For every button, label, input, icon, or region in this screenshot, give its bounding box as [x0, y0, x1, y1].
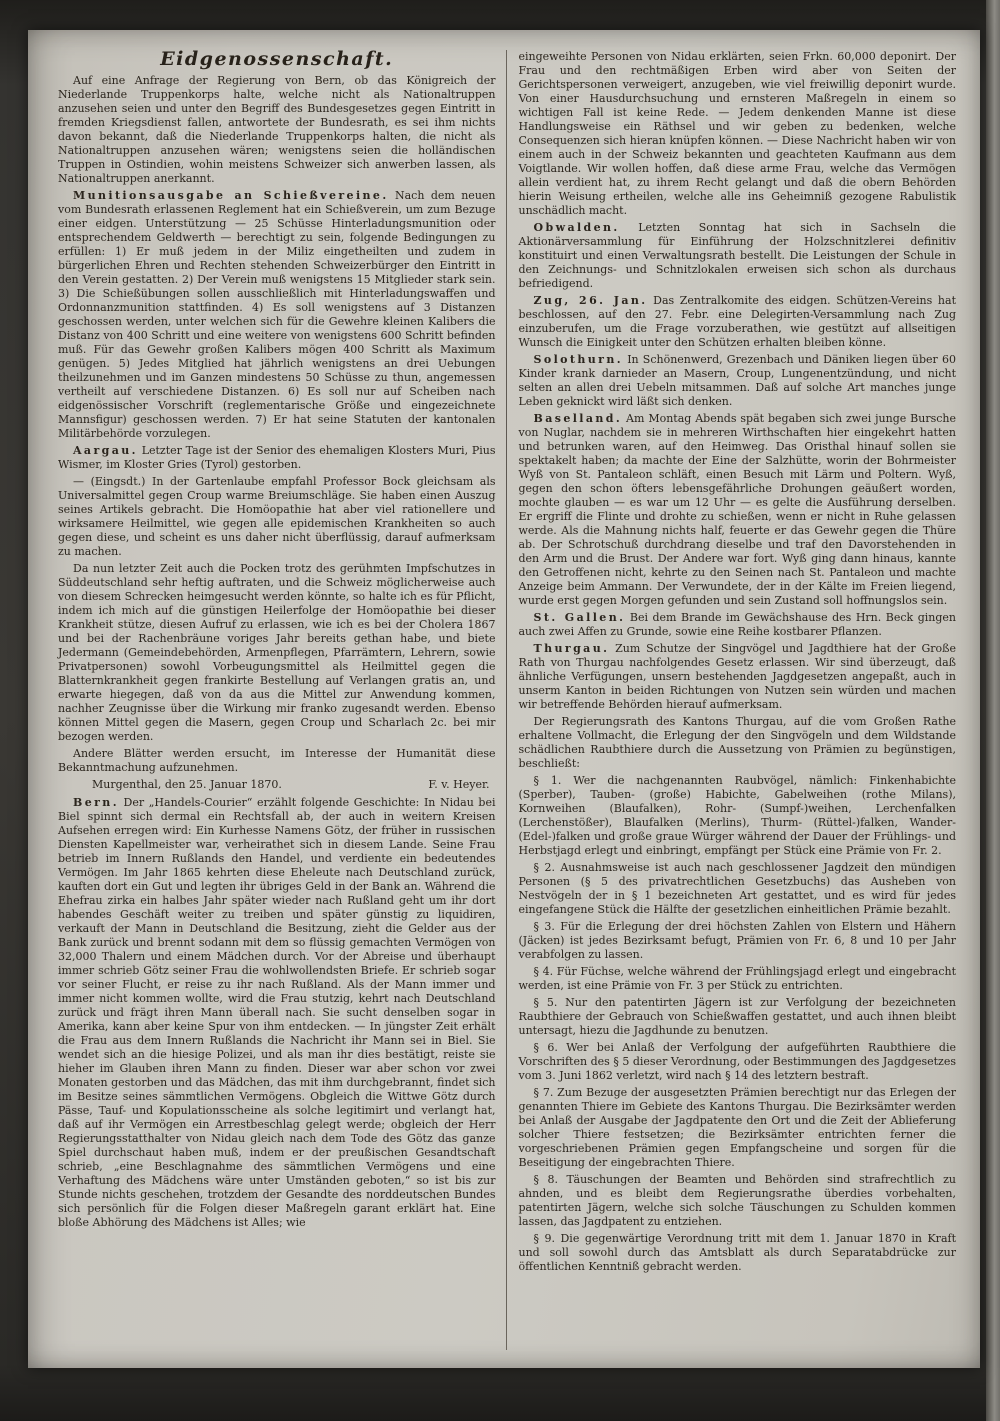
paragraph: Der Regierungsrath des Kantons Thurgau, auf die vom Großen Rathe erhaltene Vollmacht, die Erlegung der den Singvögeln und dem Wildstande schädlichen Raubthiere durch die Aussetzung von Prämien zu begünstigen, beschließt:: [518, 715, 956, 770]
dateline-row: [58, 778, 496, 792]
paragraph: Thurgau. Zum Schutze der Singvögel und Jagdthiere hat der Große Rath von Thurgau nachfolgendes Gesetz erlassen. Wir sind überzeugt, daß ähnliche Verfügungen, unsern bestehenden Jagdgesetzen angepaßt, auch in unserm Kanton in beiden Richtungen von Nutzen sein würden und machen wir betreffende Behörden hierauf aufmerksam.: [518, 642, 957, 711]
left-column: [52, 50, 506, 1350]
paragraph-lead: Aargau.: [73, 444, 138, 457]
paragraph-lead: § 2.: [533, 861, 555, 874]
paragraph: Munitionsausgabe an Schießvereine. Nach dem neuen vom Bundesrath erlassenen Reglement hat ein Schießverein, um zum Bezuge einer eidgen. Unterstützung — 25 Schüsse Hinterladungsmunition oder entsprechendem Geldwerth — berechtigt zu sein, folgende Bedingungen zu erfüllen: 1) Er muß jedem in der Miliz eingetheilten und zudem in bürgerlichen Ehren und Rechten stehenden Schweizerbürger den Eintritt in den Verein gestatten. 2) Der Verein muß wenigstens 15 Mitglieder stark sein. 3) Die Schießübungen sollen ausschließlich mit Hinterladungswaffen und Ordonnanzmunition stattfinden. 4) Es soll wenigstens auf 3 Distanzen geschossen werden, unter welchen sich für die Gewehre kleinen Kalibers die Distanz von 400 Schritt und eine weitere von wenigstens 600 Schritt befinden muß. Für das Gewehr großen Kalibers mögen 400 Schritt als Maximum genügen. 5) Jedes Mitglied hat jährlich wenigstens an drei Uebungen theilzunehmen und im Ganzen mindestens 50 Schüsse zu thun, angemessen vertheilt auf verschiedene Distanzen. 6) Es soll nur auf Scheiben nach eidgenössischer Vorschrift (reglementarische Größe und eingezeichnete Mannsfigur) geschossen werden. 7) Er hat seine Statuten der kantonalen Militärbehörde vorzulegen.: [58, 189, 496, 440]
left-column-paragraphs: [58, 74, 496, 1230]
paragraph: § 9. Die gegenwärtige Verordnung tritt mit dem 1. Januar 1870 in Kraft und soll sowohl durch das Amtsblatt als durch Separatabdrücke zur öffentlichen Kenntniß gebracht werden.: [518, 1232, 956, 1273]
paragraph: Solothurn. In Schönenwerd, Grezenbach und Däniken liegen über 60 Kinder krank darnieder an Masern, Croup, Lungenentzündung, und nicht selten an allen drei Uebeln mitsammen. Daß auf solche Art manches junge Leben geknickt wird läßt sich denken.: [518, 353, 956, 408]
paragraph-lead: § 9.: [533, 1232, 555, 1245]
paragraph: § 8. Täuschungen der Beamten und Behörden sind strafrechtlich zu ahnden, und es bleibt dem Regierungsrathe überdies vorbehalten, patentirten Jägern, welche sich solche Täuschungen zu Schulden kommen lassen, das Jagdpatent zu entziehen.: [518, 1173, 956, 1228]
paragraph: § 2. Ausnahmsweise ist auch nach geschlossener Jagdzeit den mündigen Personen (§ 5 des privatrechtlichen Gesetzbuchs) das Ausheben von Nestvögeln der in § 1 bezeichneten Art gestattet, und es wird für jedes eingefangene Stück die Hälfte der gesetzlichen einheitlichen Prämie bezahlt.: [518, 861, 956, 916]
paragraph-lead: § 4.: [533, 965, 554, 978]
paragraph: § 4. Für Füchse, welche während der Frühlingsjagd erlegt und eingebracht werden, ist eine Prämie von Fr. 3 per Stück zu entrichten.: [518, 965, 956, 992]
paragraph: St. Gallen. Bei dem Brande im Gewächshause des Hrn. Beck gingen auch zwei Affen zu Grunde, sowie eine Reihe kostbarer Pflanzen.: [518, 611, 957, 638]
paragraph: § 7. Zum Bezuge der ausgesetzten Prämien berechtigt nur das Erlegen der genannten Thiere im Gebiete des Kantons Thurgau. Die Bezirksämter werden bei Anlaß der Ausgabe der Jagdpatente den Ort und die Zeit der Ablieferung solcher Thiere festsetzen; die Bezirksämter entrichten ferner die vorgeschriebenen Prämien gegen Empfangscheine und sorgen für die Beseitigung der eingebrachten Thiere.: [518, 1086, 956, 1169]
paragraph: Aargau. Letzter Tage ist der Senior des ehemaligen Klosters Muri, Pius Wismer, im Kloster Gries (Tyrol) gestorben.: [58, 444, 496, 471]
right-column: [507, 50, 961, 1350]
paragraph-lead: § 6.: [533, 1041, 558, 1054]
paragraph-lead: Obwalden.: [533, 221, 620, 234]
paragraph-lead: § 7.: [533, 1086, 554, 1099]
paragraph-lead: § 1.: [533, 774, 562, 787]
paragraph-lead: § 5.: [533, 996, 558, 1009]
paragraph: — (Eingsdt.) In der Gartenlaube empfahl Professor Bock gleichsam als Universalmittel gegen Croup warme Breiumschläge. Sie haben einen Auszug seines Artikels gebracht. Die Homöopathie hat aber viel rationellere und wirksamere Heilmittel, wie gegen alle epidemischen Krankheiten so auch gegen diese, und scheint es uns daher nicht überflüssig, darauf aufmerksam zu machen.: [58, 475, 496, 558]
paragraph: Andere Blätter werden ersucht, im Interesse der Humanität diese Bekanntmachung aufzunehmen.: [58, 747, 496, 774]
right-column-paragraphs: [519, 50, 957, 1274]
scan-edge-strip: [986, 0, 1000, 1421]
paragraph: Baselland. Am Montag Abends spät begaben sich zwei junge Bursche von Nuglar, nachdem sie in mehreren Wirthschaften hier eingekehrt hatten und betrunken waren, auf den Heimweg. Das Oristhal hinauf sollen sie spektakelt haben; da machte der Eine der Salzhütte, worin der Bohrmeister Wyß von St. Pantaleon schläft, einen Besuch mit Lärm und Poltern. Wyß, gegen den schon öfters lebensgefährliche Drohungen geäußert worden, mochte glauben — es war um 12 Uhr — es gelte die Ausführung derselben. Er ergriff die Flinte und drohte zu schießen, wenn er nicht in Ruhe gelassen werde. Als die Mahnung nichts half, feuerte er das Gewehr gegen die Thüre ab. Der Schrotschuß durchdrang dieselbe und traf den Davorstehenden in den Arm und die Brust. Der Andere war fort. Wyß ging dann hinaus, kannte den Getroffenen nicht, kehrte zu den Seinen nach St. Pantaleon und machte Anzeige beim Ammann. Der Verwundete, der in der Kälte im Freien liegend, wurde erst gegen Morgen gefunden und sein Zustand soll hoffnungslos sein.: [518, 412, 956, 607]
paragraph: Da nun letzter Zeit auch die Pocken trotz des gerühmten Impfschutzes in Süddeutschland sehr heftig auftraten, und die Schweiz möglicherweise auch von diesem Schrecken heimgesucht werden könnte, so halte ich es für Pflicht, indem ich mich auf die günstigen Heilerfolge der Homöopathie bei dieser Krankheit stütze, diesen Aufruf zu erlassen, wie ich es bei der Cholera 1867 und bei der Rachenbräune voriges Jahr bereits gethan habe, und biete Jedermann (Gemeindebehörden, Armenpflegen, Pfarrämtern, Lehrern, sowie Privatpersonen) sowohl Vorbeugungsmittel als Heilmittel gegen die Blatternkrankheit gegen frankirte Bestellung auf Verlangen gratis an, und erwarte hiegegen, daß von da aus die Mittel zur Anwendung kommen, nachher Zeugnisse über die Wirkung mir franko zugesandt werden. Ebenso können Mittel gegen die Masern, gegen Croup und Scharlach 2c. bei mir bezogen werden.: [58, 562, 496, 743]
paragraph-lead: Solothurn.: [533, 353, 623, 366]
paragraph: § 6. Wer bei Anlaß der Verfolgung der aufgeführten Raubthiere die Vorschriften des § 5 dieser Verordnung, oder Bestimmungen des Jagdgesetzes vom 3. Juni 1862 verletzt, wird nach § 14 des letztern bestraft.: [518, 1041, 956, 1082]
paragraph: Zug, 26. Jan. Das Zentralkomite des eidgen. Schützen-Vereins hat beschlossen, auf den 27. Febr. eine Delegirten-Versammlung nach Zug einzuberufen, um die Frage vorzuberathen, wie gestützt auf allseitigen Wunsch die Einigkeit unter den Schützen erhalten bleiben könne.: [518, 294, 956, 349]
paragraph-lead: Munitionsausgabe an Schießvereine.: [73, 189, 389, 202]
dateline-text: Murgenthal, den 25. Januar 1870.: [92, 778, 282, 791]
section-title: Eidgenossenschaft.: [160, 48, 394, 70]
signature-text: F. v. Heyer.: [428, 778, 490, 791]
paragraph: eingeweihte Personen von Nidau erklärten, seien Frkn. 60,000 deponirt. Der Frau und den rechtmäßigen Erben wird aber von Seiten der Gerichtspersonen verweigert, anzugeben, wie viel freiwillig deponirt wurde. Von einer Hausdurchsuchung und ernsteren Maßregeln in einem so wichtigen Fall ist keine Rede. — Jedem denkenden Manne ist diese Handlungsweise ein Räthsel und wir geben zu bedenken, welche Consequenzen sich hieran knüpfen können. — Diese Nachricht haben wir von einem auch in der Schweiz bekannten und geachteten Kaufmann aus dem Voigtlande. Wir wollen hoffen, daß diese arme Frau, welche das Vermögen allein verdient hat, zu ihrem Recht gelangt und daß die obern Behörden hierin Weisung ertheilen, welche alle ins Geheimniß gezogene Rabulistik unschädlich macht.: [518, 50, 956, 217]
paragraph: § 3. Für die Erlegung der drei höchsten Zahlen von Elstern und Hähern (Jäcken) ist jedes Bezirksamt befugt, Prämien von Fr. 6, 8 und 10 per Jahr verabfolgen zu lassen.: [518, 920, 956, 961]
paragraph: § 1. Wer die nachgenannten Raubvögel, nämlich: Finkenhabichte (Sperber), Tauben- (große) Habichte, Gabelweihen (rothe Milans), Kornweihen (Blaufalken), Rohr- (Sumpf-)weihen, Lerchenfalken (Lerchenstößer), Blaufalken (Merlins), Thurm- (Rüttel-)falken, Wander- (Edel-)falken und große graue Würger während der Dauer der Frühlings- und Herbstjagd erlegt und einbringt, empfängt per Stück eine Prämie von Fr. 2.: [518, 774, 956, 857]
paragraph-lead: Thurgau.: [533, 642, 610, 655]
paragraph: Auf eine Anfrage der Regierung von Bern, ob das Königreich der Niederlande Truppenkorps halte, welche nicht als Nationaltruppen anzusehen seien und unter den Begriff des Bundesgesetzes gegen Eintritt in fremden Kriegsdienst fallen, antwortete der Bundesrath, es sei ihm nichts davon bekannt, daß die Niederlande Truppenkorps halten, die nicht als Nationaltruppen anzusehen wären; wenigstens seien die holländischen Truppen in Ostindien, wohin meistens Schweizer sich anwerben lassen, als Nationaltruppen anerkannt.: [58, 74, 496, 185]
newspaper-page: [28, 30, 980, 1368]
paragraph: § 5. Nur den patentirten Jägern ist zur Verfolgung der bezeichneten Raubthiere der Gebrauch von Schießwaffen gestattet, und auch ihnen bleibt untersagt, hiezu die Jagdhunde zu benutzen.: [518, 996, 956, 1037]
paragraph-lead: Zug, 26. Jan.: [533, 294, 648, 307]
paragraph-lead: § 3.: [533, 920, 555, 933]
paragraph-lead: Bern.: [73, 796, 119, 809]
paragraph-lead: Baselland.: [533, 412, 623, 425]
page-content: [52, 50, 960, 1350]
paragraph-lead: § 8.: [533, 1173, 558, 1186]
paragraph-lead: St. Gallen.: [533, 611, 626, 624]
paragraph: Obwalden. Letzten Sonntag hat sich in Sachseln die Aktionärversammlung für Einführung der Holzschnitzlerei definitiv konstituirt und einen Verwaltungsrath bestellt. Die Leistungen der Schule in den Zeichnungs- und Schnitzlokalen erweisen sich schon als durchaus befriedigend.: [518, 221, 956, 290]
paragraph: Bern. Der „Handels-Courier“ erzählt folgende Geschichte: In Nidau bei Biel spinnt sich dermal ein Rechtsfall ab, der auch in weitern Kreisen Aufsehen erregen wird: Ein Kurhesse Namens Götz, der früher in russischen Diensten Kapellmeister war, verheirathet sich in diesem Lande. Seine Frau betrieb im Innern Rußlands den Handel, und verdiente ein bedeutendes Vermögen. Im Jahr 1865 kehrten diese Eheleute nach Deutschland zurück, kauften dort ein Gut und legten ihr übriges Geld in der Bank an. Während die Ehefrau zirka ein halbes Jahr später wieder nach Rußland geht um ihr dort habendes Geschäft weiter zu treiben und später günstig zu liquidiren, verkauft der Mann in Deutschland die Besitzung, zieht die Gelder aus der Bank zurück und brennt sodann mit dem so flüssig gemachten Vermögen von 32,000 Thalern und einem Mädchen durch. Vor der Abreise und überhaupt immer schrieb Götz seiner Frau die wohlwollendsten Briefe. Er schrieb sogar vor seiner Flucht, er reise zu ihr nach Rußland. Als der Mann immer und immer nicht kommen wollte, wird die Frau stutzig, kehrt nach Deutschland zurück und frägt ihren Mann überall nach. Sie sucht denselben sogar in Amerika, kann aber keine Spur von ihm entdecken. — In jüngster Zeit erhält die Frau aus dem Innern Rußlands die Nachricht ihr Mann sei in Biel. Sie wendet sich an die hiesige Polizei, und als man ihr dies bestätigt, reiste sie hieher im Glauben ihren Mann zu finden. Dieser war aber schon vor zwei Monaten gestorben und das Mädchen, das mit ihm durchgebrannt, findet sich im Besitze seines sämmtlichen Vermögens. Obgleich die Wittwe Götz durch Pässe, Tauf- und Kopulationsscheine als solche legitimirt und verlangt hat, daß auf ihr Vermögen ein Arrestbeschlag gelegt werde; obgleich der Herr Regierungsstatthalter von Nidau gleich nach dem Tode des Götz das ganze Spiel durchschaut haben muß, indem er der preußischen Gesandtschaft schrieb, „eine Beschlagnahme des sämmtlichen Vermögens und eine Verhaftung des Mädchens wäre unter Umständen geboten,“ so ist bis zur Stunde nichts geschehen, trotzdem der Gesandte des norddeutschen Bundes sich persönlich für die Folgen dieser Maßregeln garant erklärt hat. Eine bloße Abhörung des Mädchens ist Alles; wie: [58, 796, 496, 1229]
